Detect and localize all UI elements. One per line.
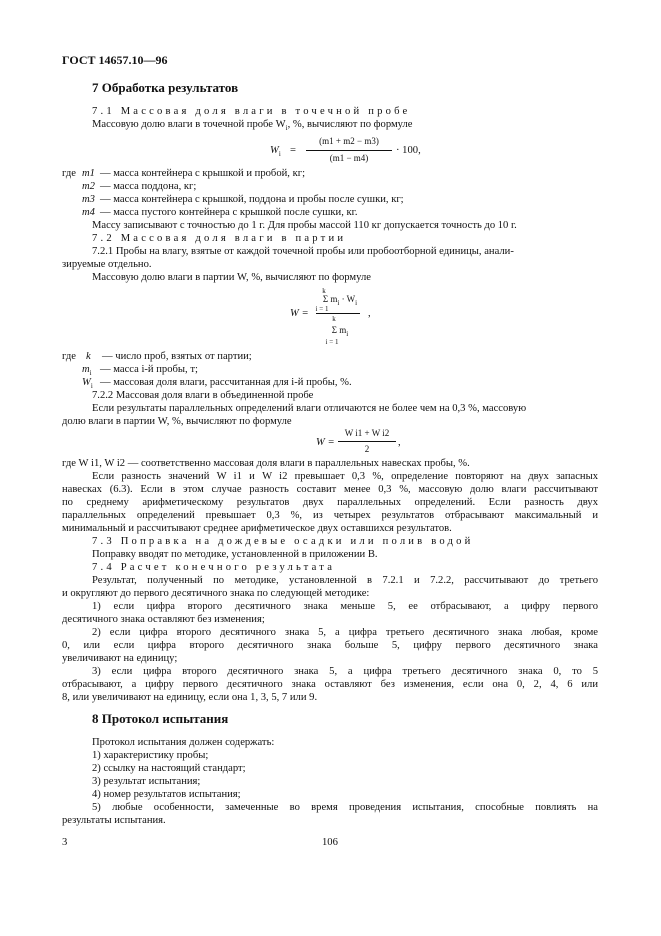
p721-line2: зируемые отдельно. [62,259,152,270]
mass-precision-note: Массу записывают с точностью до 1 г. Для пробы массой 110 кг допускается точность до 10 г. [92,220,517,231]
standard-code: ГОСТ 14657.10—96 [62,53,168,67]
list-item-continuation: результаты испытания. [62,815,166,826]
formula-numerator: (m1 + m2 − m3) [319,136,379,146]
where-w-i1-i2: где W i1, W i2 — соответственно массовая доля влаги в параллельных навесках пробы, %. [62,458,470,469]
subsection-7-2-title: 7.2 Массовая доля влаги в партии [92,233,347,244]
p722-title: 7.2.2 Массовая доля влаги в объединенной пробе [92,390,314,401]
subsection-7-3-title: 7.3 Поправка на дождевые осадки или полив водой [92,536,474,547]
p722-line2: долю влаги в партии W, %, вычисляют по формуле [62,416,292,427]
formula-denominator: (m1 − m4) [329,153,369,163]
p721-line1: 7.2.1 Пробы на влагу, взятые от каждой точечной пробы или пробоотборной единицы, анали- [92,246,514,257]
subsection-7-3-text: Поправку вводят по методике, установленной в приложении В. [92,549,378,560]
subsection-7-4-title: 7.4 Расчет конечного результата [92,562,336,573]
list-item: 2) ссылку на настоящий стандарт; [92,763,246,774]
list-item: 3) результат испытания; [92,776,201,787]
subsection-7-1-intro: Массовую долю влаги в точечной пробе $W_i$, %, вычисляют по формуле [92,119,413,133]
list-item: 5) любые особенности, замеченные во время проведения испытания, способные повлиять на [92,802,598,813]
section-8-title: 8 Протокол испытания [92,711,229,726]
subsection-7-1-title: 7.1 Массовая доля влаги в точечной пробе [92,106,411,117]
page-number-left: 3 [62,837,68,848]
page-number-center: 106 [322,837,338,848]
p721-formula-intro: Массовую долю влаги в партии W, %, вычисляют по формуле [92,272,371,283]
list-item: 4) номер результатов испытания; [92,789,241,800]
section-7-title: 7 Обработка результатов [92,80,239,95]
document-page: ГОСТ 14657.10—96 7 Обработка результатов 7.1 Массовая доля влаги в точечной пробе Массовую долю влаги в точечной пробе $W_i$, %, вычисляют по формуле $W_i$ = (m1 + m2 − m3) (m1 − m4) · 100, где m1 — масса контейнера с крышкой и пробой, кг; m2 — масса поддона, кг; m3 — масса контейнера с крышкой, поддона и пробы после сушки, кг; m4 — масса пустого контейнера с крышкой после сушки, кг. Массу записывают с точностью до 1 г. Для пробы массой 110 кг допускается точность до 10 г. 7.2 Массовая доля влаги в партии 7.2.1 Пробы на влагу, взятые от каждой точечной пробы или пробоотборной единицы, анали- зируемые отдельно. Массовую долю влаги в партии W, %, вычисляют по формуле W = k Σ $m_i \cdot W_i$ i = 1 k Σ $m_i$ i = 1 , где k — число проб, взятых от партии; $m_i$ — масса i-й пробы, т; $W_i$ — массовая доля влаги, рассчитанная для i-й пробы, %. 7.2.2 Массовая доля влаги в объединенной пробе Если результаты параллельных определений влаги отличаются не более чем на 0,3 %, массовую долю влаги в партии W, %, вычисляют по формуле W = W i1 + W i2 2 , где W i1, W i2 — соответственно массовая доля влаги в параллельных навесках пробы, %. Если разность значений W i1 и W i2 превышает 0,3 %, определение повторяют на двух запасных навесках (6.3). Если в этом случае разность составит менее 0,3 %, массовую долю влаги рассчитывают по среднему арифметическому результатов двух параллельных определений. Если разность двух параллельных определений превышает 0,3 %, из четырех результатов отбрасывают максимальный и минимальный и рассчитывают среднее арифметическое двух оставшихся результатов. 7.3 Поправка на дождевые осадки или полив водой Поправку вводят по методике, установленной в приложении В. 7.4 Расчет конечного результата Результат, полученный по методике, установленной в 7.2.1 и 7.2.2, рассчитывают до третьего и округляют до первого десятичного знака по следующей методике: 1) если цифра второго десятичного знака меньше 5, ее отбрасывают, а цифру первого десятичного знака оставляют без изменения; 2) если цифра второго десятичного знака 5, а цифра третьего десятичного знака любая, кроме 0, или если цифра второго десятичного знака больше 5, цифру первого десятичного знака увеличивают на единицу; 3) если цифра второго десятичного знака 5, а цифра третьего десятичного знака 0, то 5 отбрасывают, а цифру первого десятичного знака оставляют без изменения, если она 0, 2, 4, 6 или 8, или увеличивают на единицу, если она 1, 3, 5, 7 или 9. 8 Протокол испытания Протокол испытания должен содержать: 1) характеристику пробы; 2) ссылку на настоящий стандарт; 3) результат испытания; 4) номер результатов испытания; 5) любые особенности, замеченные во время проведения испытания, способные повлиять на результаты испытания. 3 106 [62,53,598,848]
protocol-intro: Протокол испытания должен содержать: [92,737,275,748]
list-item: 1) характеристику пробы; [92,750,209,761]
p722-line1: Если результаты параллельных определений влаги отличаются не более чем на 0,3 %, массовую [92,403,527,414]
